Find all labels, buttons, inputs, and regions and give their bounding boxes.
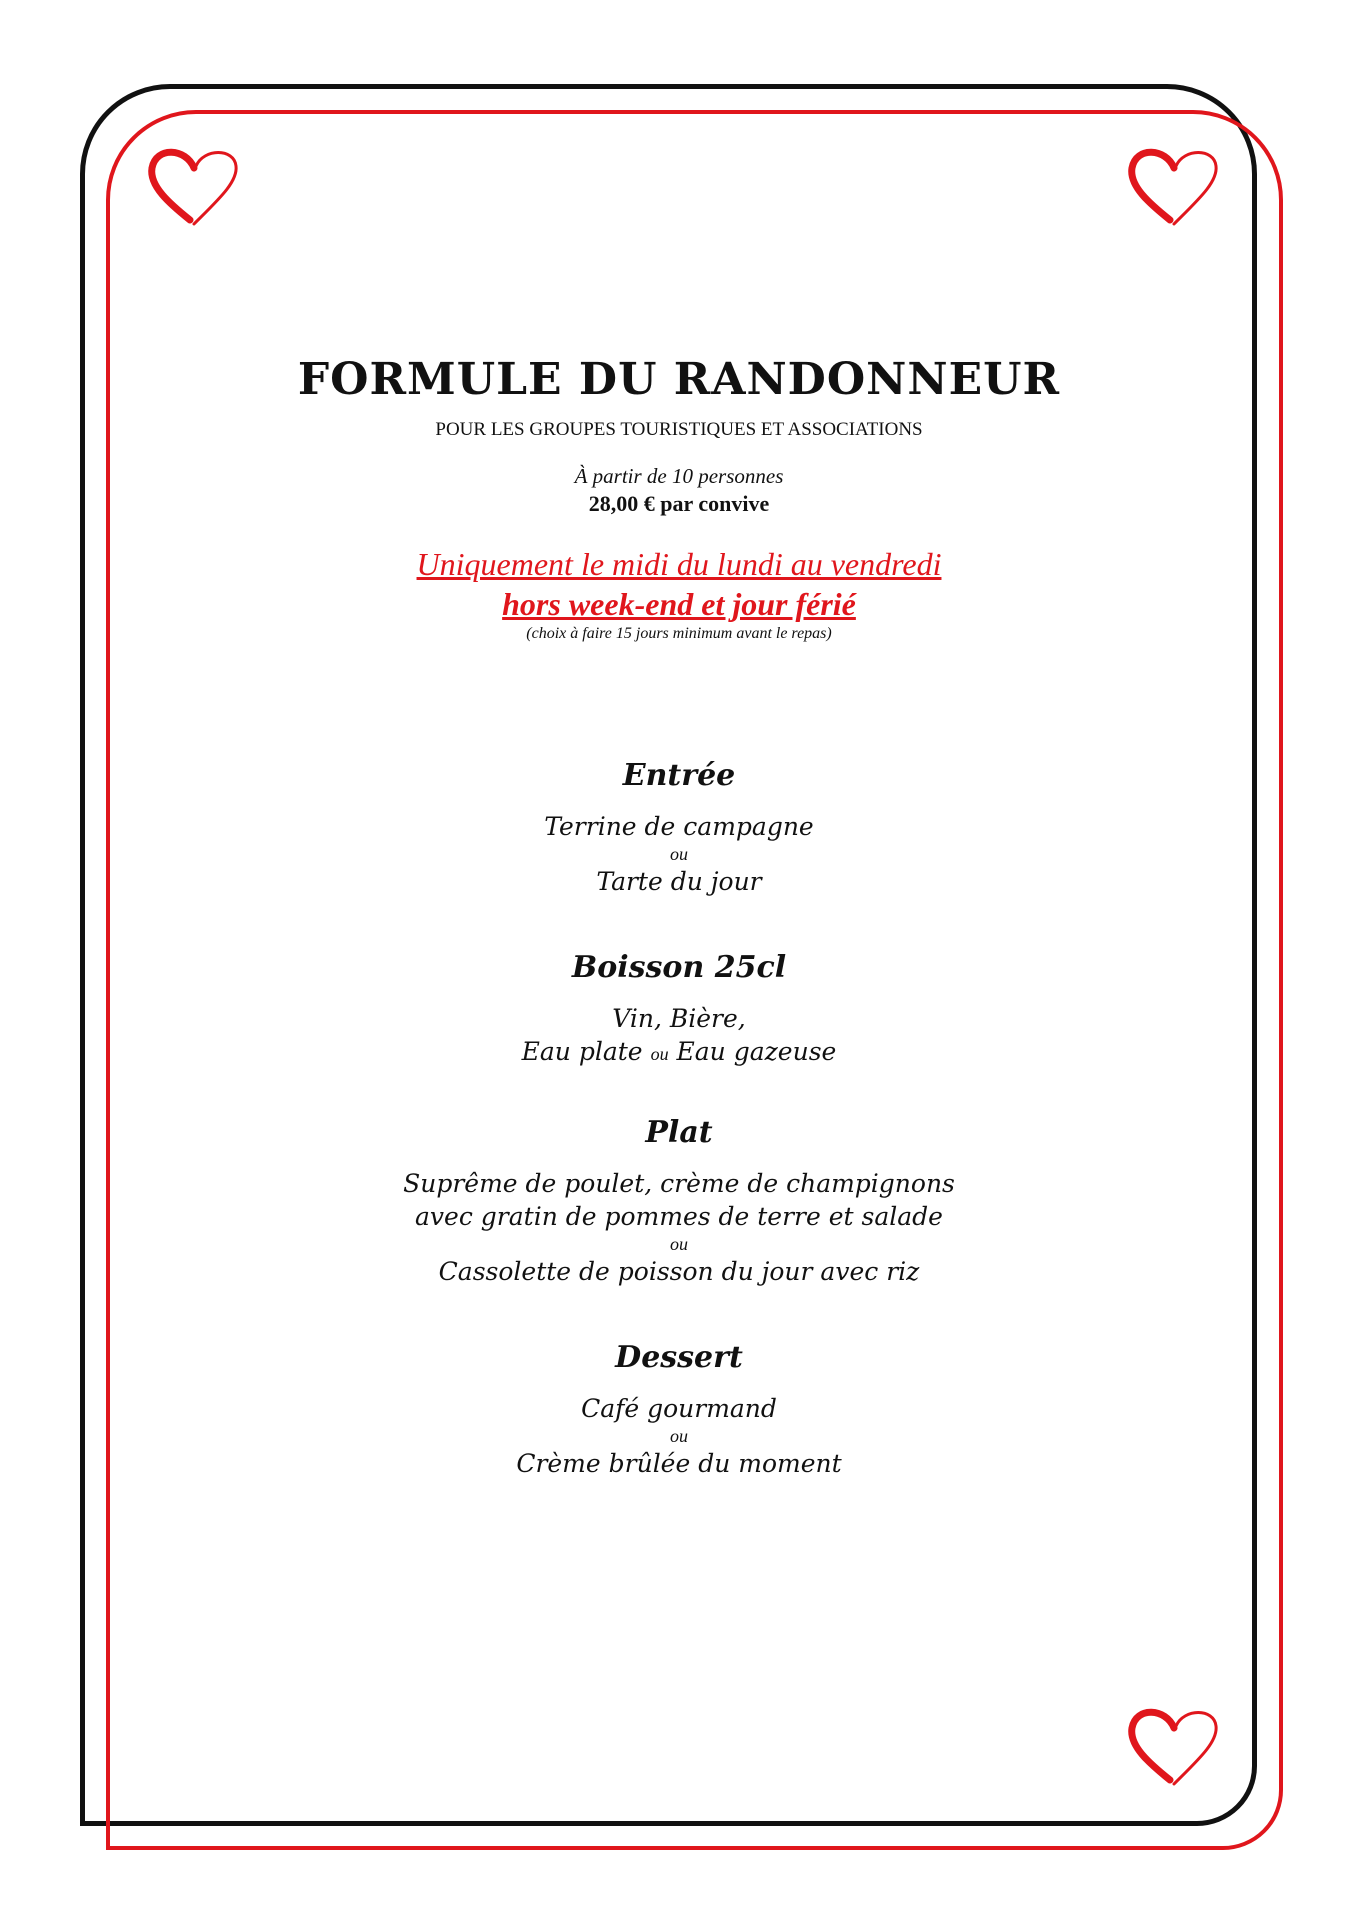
dish-detail: avec gratin de pommes de terre et salade: [415, 1202, 943, 1231]
section-entree: [200, 756, 1158, 898]
dish: Terrine de campagne: [544, 812, 814, 841]
dish: Tarte du jour: [596, 867, 762, 896]
dish: Crème brûlée du moment: [516, 1449, 842, 1478]
heart-icon: [144, 140, 244, 230]
drink-line: [200, 1035, 1158, 1071]
subtitle: POUR LES GROUPES TOURISTIQUES ET ASSOCIATIONS: [435, 419, 923, 440]
notice-exclusions: hors week-end et jour férié: [502, 586, 856, 622]
dish: Café gourmand: [581, 1394, 777, 1423]
drink-option: Eau plate: [521, 1037, 643, 1066]
notice-days: Uniquement le midi du lundi au vendredi: [416, 546, 942, 582]
drink-option: Eau gazeuse: [676, 1037, 837, 1066]
dish: Cassolette de poisson du jour avec riz: [438, 1257, 920, 1286]
page-title: FORMULE DU RANDONNEUR: [297, 354, 1061, 405]
or-separator: ou: [670, 844, 688, 864]
price: 28,00 € par convive: [588, 491, 770, 516]
section-heading: Boisson 25cl: [571, 950, 787, 985]
heart-icon: [1124, 140, 1224, 230]
dish: Suprême de poulet, crème de champignons: [403, 1169, 955, 1198]
or-separator: ou: [670, 1426, 688, 1446]
section-heading: Entrée: [622, 758, 736, 793]
section-heading: Dessert: [615, 1340, 743, 1375]
section-heading: Plat: [645, 1115, 713, 1150]
drink-line: Vin, Bière,: [612, 1004, 746, 1033]
or-separator: ou: [650, 1044, 669, 1064]
section-boisson: [200, 948, 1158, 1071]
or-separator: ou: [670, 1234, 688, 1254]
menu-content: [200, 350, 1158, 1480]
section-plat: [200, 1113, 1158, 1288]
notice-deadline: (choix à faire 15 jours minimum avant le repas): [526, 625, 832, 642]
section-dessert: [200, 1338, 1158, 1480]
heart-icon: [1124, 1700, 1224, 1790]
group-size: À partir de 10 personnes: [574, 464, 784, 488]
